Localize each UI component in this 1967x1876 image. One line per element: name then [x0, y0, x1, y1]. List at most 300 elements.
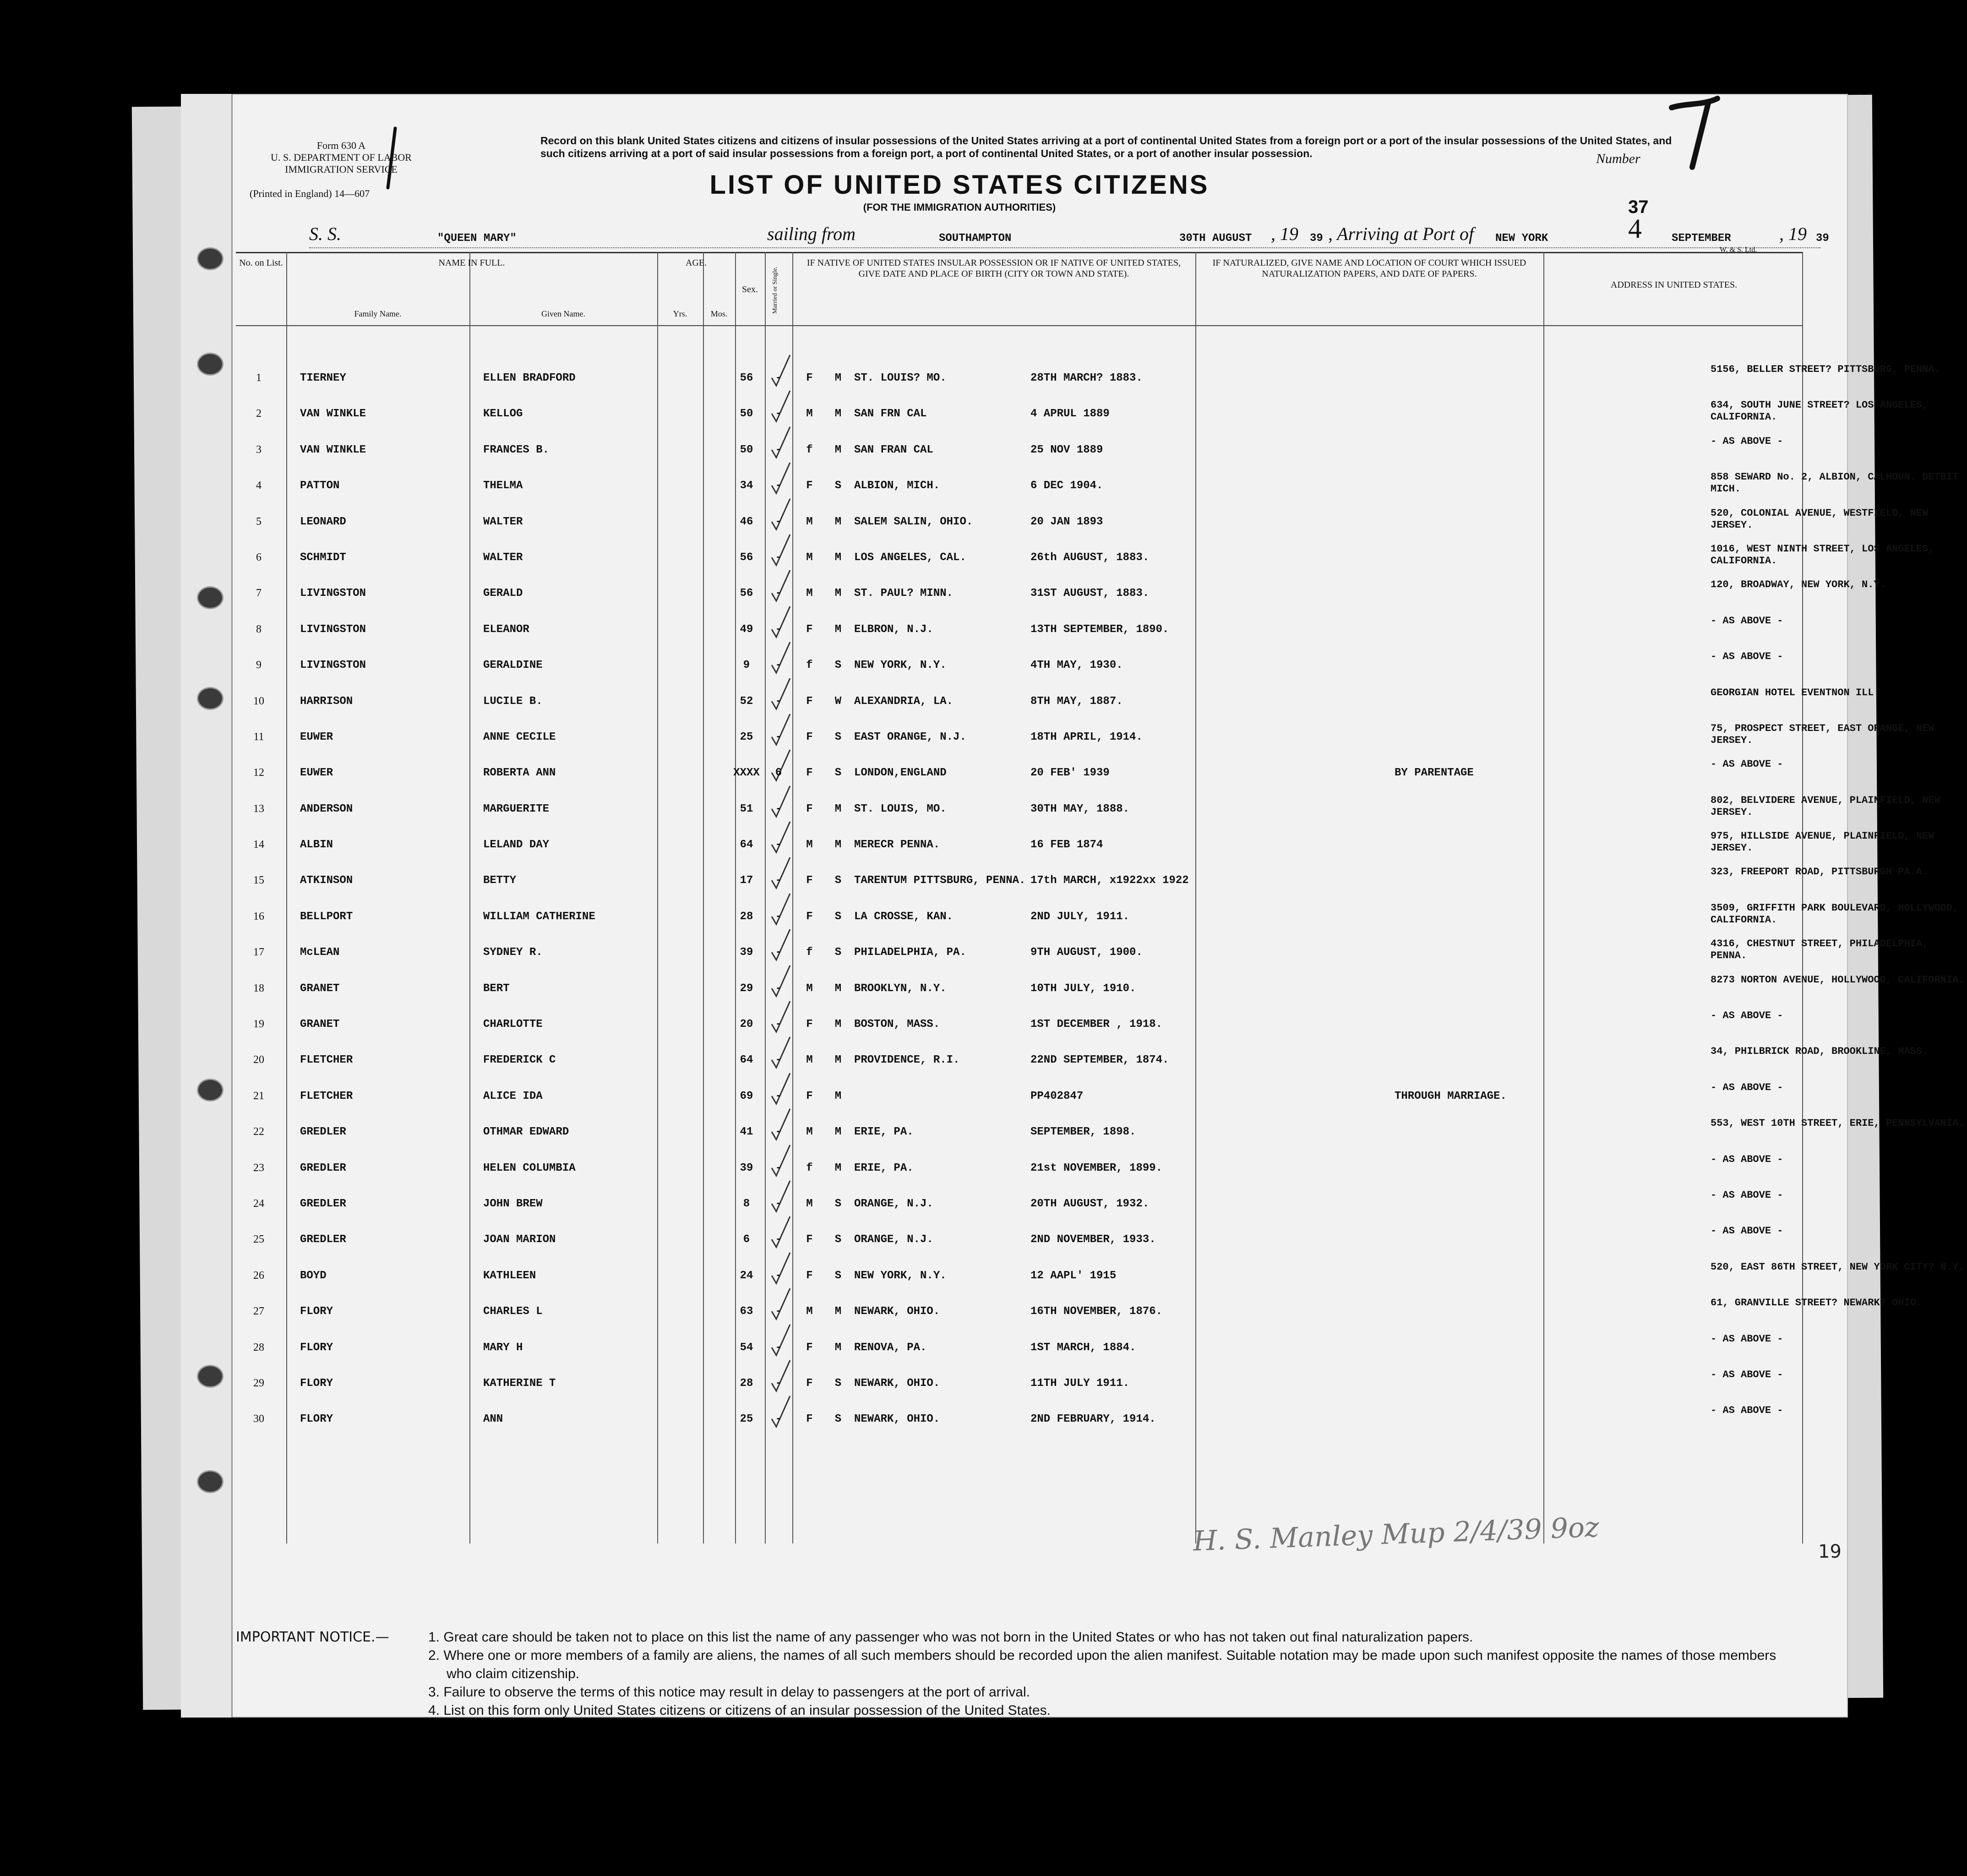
row-number: 5	[256, 515, 262, 528]
row-number: 14	[253, 839, 264, 851]
given-name: MARY H	[483, 1341, 523, 1354]
family-name: LIVINGSTON	[300, 587, 366, 600]
family-name: GRANET	[300, 982, 340, 995]
given-name: LELAND DAY	[483, 839, 550, 851]
table-row	[236, 613, 1802, 649]
punch-hole	[197, 586, 223, 609]
arriving-label: , Arriving at Port of	[1328, 224, 1474, 244]
age-years: 54	[740, 1341, 753, 1354]
address: - AS ABOVE -	[1711, 1369, 1783, 1380]
notice-items	[428, 1628, 1802, 1720]
arrival-year-prefix: , 19	[1779, 224, 1807, 244]
age-months: -	[775, 1197, 782, 1210]
birth-place: BROOKLYN, N.Y.	[854, 982, 947, 995]
marital-status: S	[834, 480, 842, 492]
marital-status: S	[834, 659, 842, 672]
table-row	[236, 1331, 1802, 1367]
col-header-name: NAME IN FULL.	[438, 258, 505, 268]
table-row	[236, 398, 1929, 433]
sex: F	[806, 623, 813, 636]
birth-date: 13TH SEPTEMBER, 1890.	[1030, 623, 1169, 636]
birth-date: 20 JAN 1893	[1030, 515, 1103, 528]
birth-date: 6 DEC 1904.	[1030, 480, 1103, 492]
birth-date: 20TH AUGUST, 1932.	[1030, 1197, 1150, 1210]
marital-status: M	[834, 1090, 842, 1102]
address: - AS ABOVE -	[1711, 1225, 1783, 1237]
marital-status: M	[834, 443, 842, 456]
given-name: ANNE CECILE	[483, 731, 556, 743]
row-number: 8	[256, 623, 262, 635]
birth-place: LA CROSSE, KAN.	[854, 910, 954, 923]
age-months: -	[775, 1233, 782, 1246]
page-title: LIST OF UNITED STATES CITIZENS	[709, 170, 1210, 200]
sex: F	[806, 695, 813, 708]
age-years: 8	[743, 1197, 750, 1210]
address: 975, HILLSIDE AVENUE, PLAINFIELD, NEW JERSEY.	[1711, 830, 1934, 854]
age-months: -	[775, 1126, 782, 1139]
age-years: 20	[740, 1018, 753, 1031]
arrival-month: SEPTEMBER	[1672, 232, 1731, 245]
address: 520, EAST 86TH STREET, NEW YORK CITY? N.Y.	[1711, 1261, 1965, 1273]
table-header-rule	[236, 325, 1802, 326]
address: - AS ABOVE -	[1711, 615, 1783, 627]
sex: F	[806, 372, 813, 384]
address: 323, FREEPORT ROAD, PITTSBURGH PA.A.	[1711, 866, 1929, 878]
age-months: -	[775, 1341, 782, 1354]
birth-date: 18TH APRIL, 1914.	[1030, 731, 1143, 743]
birth-place: ORANGE, N.J.	[854, 1233, 933, 1246]
given-name: WILLIAM CATHERINE	[483, 910, 595, 923]
birth-place: ELBRON, N.J.	[854, 623, 933, 636]
passenger-rows	[236, 362, 1965, 1439]
birth-place: NEW YORK, N.Y.	[854, 1269, 947, 1282]
sex: f	[806, 1162, 813, 1174]
table-row	[236, 649, 1802, 685]
table-row	[236, 757, 1802, 792]
given-name: ANN	[483, 1413, 503, 1426]
age-years: 49	[740, 623, 753, 636]
row-number: 30	[253, 1413, 264, 1425]
age-months: -	[775, 372, 782, 384]
birth-date: 25 NOV 1889	[1030, 443, 1103, 456]
family-name: FLORY	[300, 1305, 333, 1318]
birth-place: RENOVA, PA.	[854, 1341, 927, 1354]
row-number: 27	[253, 1305, 264, 1318]
age-months: -	[775, 731, 782, 743]
age-months: -	[775, 839, 782, 851]
age-months: -	[775, 1305, 782, 1318]
handwritten-annotation: H. S. Manley Mup 2/4/39 9oz	[1193, 1511, 1600, 1558]
age-months: -	[775, 623, 782, 636]
marital-status: M	[834, 1054, 842, 1067]
given-name: CHARLOTTE	[483, 1018, 543, 1031]
marital-status: S	[834, 1377, 842, 1390]
family-name: GREDLER	[300, 1126, 346, 1139]
age-years: 64	[740, 839, 753, 851]
age-years: 69	[740, 1090, 753, 1102]
age-years: 25	[740, 731, 753, 743]
marital-status: W	[834, 695, 842, 708]
marital-status: M	[834, 515, 842, 528]
notice-item: 4. List on this form only United States citizens or citizens of an insular possession of the United States.	[428, 1703, 1051, 1718]
birth-date: 26th AUGUST, 1883.	[1030, 551, 1150, 564]
birth-place: ERIE, PA.	[854, 1126, 914, 1139]
given-name: BERT	[483, 982, 510, 995]
given-name: MARGUERITE	[483, 802, 550, 815]
page-subtitle: (FOR THE IMMIGRATION AUTHORITIES)	[863, 202, 1056, 213]
birth-place: MERECR PENNA.	[854, 839, 940, 851]
given-name: KELLOG	[483, 408, 523, 420]
birth-date: 1ST DECEMBER , 1918.	[1030, 1018, 1163, 1031]
age-months: -	[775, 1269, 782, 1282]
family-name: GRANET	[300, 1018, 340, 1031]
marital-status: M	[834, 1341, 842, 1354]
age-years: 25	[740, 1413, 753, 1426]
family-name: LIVINGSTON	[300, 659, 366, 672]
row-number: 28	[253, 1341, 264, 1353]
col-header-birth: IF NATIVE OF UNITED STATES INSULAR POSSESSION OR IF NATIVE OF UNITED STATES, GIVE DATE AND PLACE OF BIRTH (CITY OR TOWN AND STATE).	[806, 258, 1181, 279]
birth-date: SEPTEMBER, 1898.	[1030, 1126, 1136, 1139]
address: 858 SEWARD No. 2, ALBION, CALHOUN. DETBIT MICH.	[1711, 471, 1959, 495]
handwritten-page-number: 19	[1818, 1541, 1842, 1562]
punch-hole	[197, 247, 223, 270]
address: - AS ABOVE -	[1711, 1153, 1783, 1165]
row-number: 20	[253, 1054, 264, 1066]
row-number: 4	[256, 480, 262, 492]
age-years: 56	[740, 551, 753, 564]
address: 61, GRANVILLE STREET? NEWARK? OHIO.	[1711, 1297, 1923, 1309]
marital-status: S	[834, 946, 842, 959]
age-months: -	[775, 1162, 782, 1174]
sex: F	[806, 1413, 813, 1426]
row-number: 15	[253, 874, 264, 887]
birth-place: SAN FRN CAL	[854, 408, 927, 420]
birth-date: 28TH MARCH? 1883.	[1030, 372, 1143, 384]
marital-status: M	[834, 1126, 842, 1139]
table-row	[236, 936, 1929, 972]
naturalization: BY PARENTAGE	[1395, 767, 1474, 780]
row-number: 7	[256, 587, 262, 600]
row-number: 19	[253, 1018, 264, 1031]
address: - AS ABOVE -	[1711, 1333, 1783, 1345]
birth-place: SALEM SALIN, OHIO.	[854, 515, 973, 528]
birth-date: 21st NOVEMBER, 1899.	[1030, 1162, 1163, 1174]
age-months: -	[775, 1377, 782, 1390]
table-row	[236, 1044, 1929, 1080]
given-name: OTHMAR EDWARD	[483, 1126, 569, 1139]
table-row	[236, 829, 1934, 864]
age-months: -	[775, 946, 782, 959]
marital-status: S	[834, 910, 842, 923]
sex: F	[806, 910, 813, 923]
table-row	[236, 1008, 1802, 1044]
birth-date: 22ND SEPTEMBER, 1874.	[1030, 1054, 1169, 1067]
birth-place: PROVIDENCE, R.I.	[854, 1054, 960, 1067]
given-name: ELLEN BRADFORD	[483, 372, 576, 384]
ship-name: "QUEEN MARY"	[437, 232, 517, 245]
given-name: WALTER	[483, 551, 523, 564]
age-years: 51	[740, 802, 753, 815]
table-row	[236, 900, 1959, 936]
birth-place: NEWARK, OHIO.	[854, 1413, 940, 1426]
sex: F	[806, 1269, 813, 1282]
birth-date: 2ND FEBRUARY, 1914.	[1030, 1413, 1156, 1426]
sex: f	[806, 946, 813, 959]
handwritten-mark	[1667, 94, 1722, 172]
table-row	[236, 721, 1934, 757]
voyage-line	[309, 213, 1829, 248]
age-years: 50	[740, 443, 753, 456]
birth-date: 16TH NOVEMBER, 1876.	[1030, 1305, 1163, 1318]
age-months: -	[775, 695, 782, 708]
notice-label: IMPORTANT NOTICE.—	[236, 1629, 389, 1645]
departure-date: 30TH AUGUST	[1179, 232, 1252, 245]
notice-item: 1. Great care should be taken not to place on this list the name of any passenger who was not born in the United States or who has not taken out final naturalization papers.	[428, 1630, 1473, 1645]
family-name: EUWER	[300, 767, 333, 780]
sex: f	[806, 659, 813, 672]
address: - AS ABOVE -	[1711, 651, 1783, 663]
family-name: BELLPORT	[300, 910, 353, 923]
sex: F	[806, 1377, 813, 1390]
age-months: -	[775, 982, 782, 995]
age-months: -	[775, 910, 782, 923]
family-name: HARRISON	[300, 695, 353, 708]
age-years: 41	[740, 1126, 753, 1139]
age-years: 28	[740, 910, 753, 923]
family-name: TIERNEY	[300, 372, 346, 384]
sex: M	[806, 1054, 813, 1067]
table-row	[236, 506, 1929, 541]
family-name: LIVINGSTON	[300, 623, 366, 636]
row-number: 11	[253, 731, 264, 743]
table-row	[236, 1188, 1802, 1223]
col-header-family: Family Name.	[354, 309, 402, 318]
row-number: 2	[256, 408, 262, 420]
birth-place: BOSTON, MASS.	[854, 1018, 940, 1031]
given-name: KATHERINE T	[483, 1377, 556, 1390]
sex: F	[806, 1341, 813, 1354]
col-header-age: AGE.	[685, 258, 707, 268]
row-number: 29	[253, 1377, 264, 1389]
address: 4316, CHESTNUT STREET, PHILADELPHIA, PENNA.	[1711, 938, 1929, 962]
age-years: 9	[743, 659, 750, 672]
birth-date: 2ND NOVEMBER, 1933.	[1030, 1233, 1156, 1246]
sex: M	[806, 1305, 813, 1318]
birth-date: 8TH MAY, 1887.	[1030, 695, 1123, 708]
sex: M	[806, 515, 813, 528]
birth-place: TARENTUM PITTSBURG, PENNA.	[854, 874, 1026, 887]
family-name: FLORY	[300, 1413, 333, 1426]
given-name: FRANCES B.	[483, 443, 550, 456]
table-row	[236, 541, 1934, 577]
sex: F	[806, 802, 813, 815]
address: - AS ABOVE -	[1711, 1405, 1783, 1417]
sex: F	[806, 1233, 813, 1246]
handwritten-one-mark	[382, 126, 401, 190]
age-years: 56	[740, 587, 753, 600]
printed-note: (Printed in England) 14—607	[250, 188, 370, 199]
address: - AS ABOVE -	[1711, 435, 1783, 447]
given-name: CHARLES L	[483, 1305, 543, 1318]
row-number: 3	[256, 443, 262, 456]
birth-place: ST. LOUIS? MO.	[854, 372, 947, 384]
address: GEORGIAN HOTEL EVENTNON ILL	[1711, 687, 1874, 698]
given-name: THELMA	[483, 480, 523, 492]
age-years: 46	[740, 515, 753, 528]
sex: M	[806, 587, 813, 600]
address: 520, COLONIAL AVENUE, WESTFIELD, NEW JERSEY.	[1711, 507, 1929, 531]
sex: F	[806, 767, 813, 780]
address: 34, PHILBRICK ROAD, BROOKLINE, MASS.	[1711, 1046, 1929, 1058]
birth-date: 2ND JULY, 1911.	[1030, 910, 1130, 923]
birth-place: LOS ANGELES, CAL.	[854, 551, 966, 564]
address: - AS ABOVE -	[1711, 1010, 1783, 1022]
age-years: 28	[740, 1377, 753, 1390]
family-name: ANDERSON	[300, 802, 353, 815]
marital-status: M	[834, 551, 842, 564]
service-name: IMMIGRATION SERVICE	[285, 164, 398, 175]
given-name: SYDNEY R.	[483, 946, 543, 959]
age-years: 34	[740, 480, 753, 492]
given-name: GERALDINE	[483, 659, 543, 672]
marital-status: M	[834, 982, 842, 995]
birth-place: ST. PAUL? MINN.	[854, 587, 954, 600]
family-name: ATKINSON	[300, 874, 353, 887]
marital-status: S	[834, 1413, 842, 1426]
age-months: -	[775, 1090, 782, 1102]
birth-date: 1ST MARCH, 1884.	[1030, 1341, 1136, 1354]
row-number: 17	[253, 946, 264, 959]
table-row	[236, 1260, 1965, 1295]
row-number: 23	[253, 1162, 264, 1174]
age-years: 63	[740, 1305, 753, 1318]
address: 3509, GRIFFITH PARK BOULEVARD, HOLLYWOOD, CALIFORNIA.	[1711, 902, 1959, 926]
birth-date: 4 APRUL 1889	[1030, 408, 1110, 420]
birth-place: ERIE, PA.	[854, 1162, 914, 1174]
table-row	[236, 1080, 1802, 1116]
sex: M	[806, 982, 813, 995]
col-header-married: Married or Single.	[772, 266, 779, 314]
family-name: LEONARD	[300, 515, 346, 528]
sex: M	[806, 551, 813, 564]
row-number: 22	[253, 1126, 264, 1138]
col-header-mos: Mos.	[710, 309, 728, 318]
sex: F	[806, 874, 813, 887]
marital-status: M	[834, 1162, 842, 1174]
table-row	[236, 577, 1886, 613]
notice-item: 3. Failure to observe the terms of this notice may result in delay to passengers at the port of arrival.	[428, 1685, 1030, 1700]
table-row	[236, 1116, 1965, 1151]
sex: F	[806, 480, 813, 492]
age-months: -	[775, 1413, 782, 1426]
row-number: 18	[253, 982, 264, 994]
age-years: 39	[740, 1162, 753, 1174]
form-id	[250, 140, 433, 175]
arrival-year: 39	[1816, 232, 1829, 245]
age-months: -	[775, 480, 782, 492]
age-years: 39	[740, 946, 753, 959]
age-months: -	[775, 443, 782, 456]
birth-place: NEWARK, OHIO.	[854, 1377, 940, 1390]
page-number: 37	[1628, 197, 1649, 217]
age-months: -	[775, 802, 782, 815]
departure-year-prefix: , 19	[1271, 224, 1298, 244]
age-years: 50	[740, 408, 753, 420]
birth-date: 17th MARCH, x1922xx 1922	[1030, 874, 1189, 887]
birth-place: ST. LOUIS, MO.	[854, 802, 947, 815]
given-name: ALICE IDA	[483, 1090, 543, 1102]
col-header-yrs: Yrs.	[673, 309, 687, 318]
marital-status: S	[834, 731, 842, 743]
row-number: 24	[253, 1197, 264, 1210]
row-number: 6	[256, 551, 262, 563]
sex: M	[806, 1126, 813, 1139]
col-header-no: No. on List.	[239, 258, 283, 268]
age-months: -	[775, 551, 782, 564]
address: 75, PROSPECT STREET, EAST ORANGE, NEW JERSEY.	[1711, 722, 1934, 746]
table-top-rule	[236, 252, 1802, 253]
birth-date: 11TH JULY 1911.	[1030, 1377, 1130, 1390]
printer-mark: W. & S. Ltd.	[1720, 246, 1757, 254]
given-name: LUCILE B.	[483, 695, 543, 708]
address: 1016, WEST NINTH STREET, LOS ANGELES, CALIFORNIA.	[1711, 543, 1934, 567]
punch-hole	[197, 1365, 223, 1388]
row-number: 25	[253, 1233, 264, 1246]
sex: M	[806, 839, 813, 851]
age-months: 6	[775, 767, 782, 780]
family-name: PATTON	[300, 480, 340, 492]
address: 802, BELVIDERE AVENUE, PLAINFIELD, NEW JERSEY.	[1711, 794, 1940, 818]
birth-place: ALBION, MICH.	[854, 480, 940, 492]
sex: F	[806, 1090, 813, 1102]
given-name: JOHN BREW	[483, 1197, 543, 1210]
family-name: ALBIN	[300, 839, 333, 851]
marital-status: M	[834, 587, 842, 600]
given-name: FREDERICK C	[483, 1054, 556, 1067]
col-header-address: ADDRESS IN UNITED STATES.	[1610, 280, 1738, 290]
table-row	[236, 469, 1959, 505]
birth-date: 16 FEB 1874	[1030, 839, 1103, 851]
punch-hole	[197, 353, 223, 376]
family-name: VAN WINKLE	[300, 408, 366, 420]
birth-date: 20 FEB' 1939	[1030, 767, 1110, 780]
row-number: 9	[256, 659, 262, 671]
given-name: GERALD	[483, 587, 523, 600]
row-number: 1	[256, 372, 262, 384]
given-name: JOAN MARION	[483, 1233, 556, 1246]
age-months: -	[775, 874, 782, 887]
manifest-sheet	[181, 94, 1965, 1718]
departure-port: SOUTHAMPTON	[939, 232, 1012, 245]
address: 8273 NORTON AVENUE, HOLLYWOOD, CALIFORNIA.	[1711, 974, 1965, 986]
family-name: EUWER	[300, 731, 333, 743]
age-months: -	[775, 1054, 782, 1067]
birth-place: ORANGE, N.J.	[854, 1197, 933, 1210]
family-name: FLETCHER	[300, 1054, 353, 1067]
row-number: 12	[253, 767, 264, 779]
table-row	[236, 685, 1874, 721]
sex: M	[806, 408, 813, 420]
marital-status: M	[834, 1305, 842, 1318]
birth-place: NEW YORK, N.Y.	[854, 659, 947, 672]
family-name: FLORY	[300, 1377, 333, 1390]
marital-status: M	[834, 623, 842, 636]
age-years: 52	[740, 695, 753, 708]
naturalization: THROUGH MARRIAGE.	[1395, 1090, 1507, 1102]
family-name: SCHMIDT	[300, 551, 346, 564]
family-name: VAN WINKLE	[300, 443, 366, 456]
marital-status: S	[834, 1197, 842, 1210]
